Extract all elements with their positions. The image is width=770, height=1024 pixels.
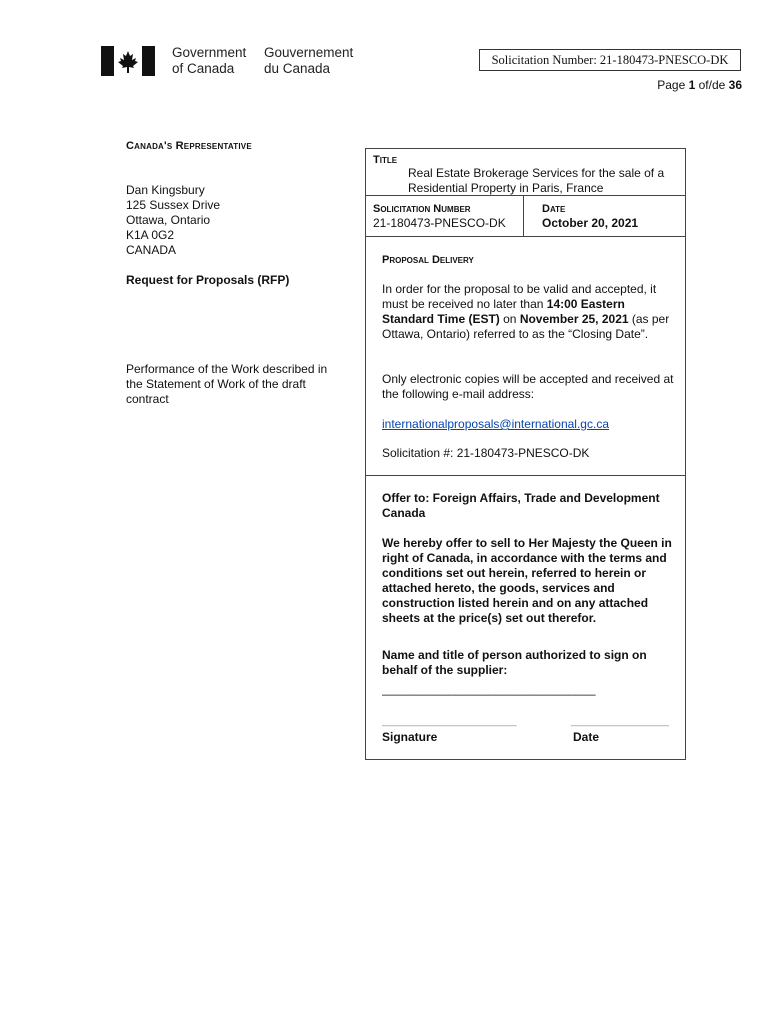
signature-line: ______________________ (382, 715, 517, 727)
solicitation-number-box: Solicitation Number: 21-180473-PNESCO-DK (479, 49, 741, 71)
canada-flag-icon (101, 46, 155, 76)
address-line: Dan Kingsbury (126, 183, 205, 197)
divider (366, 236, 685, 237)
divider (523, 195, 524, 236)
gouvernement-du-canada-wordmark (264, 45, 353, 77)
gov-en-line2: of Canada (172, 61, 235, 76)
electronic-copies-text: Only electronic copies will be accepted and received at the following e-mail address: (382, 372, 674, 401)
government-of-canada-wordmark (172, 45, 246, 77)
name-signature-line: ________________________________ (382, 682, 596, 696)
title-text: Real Estate Brokerage Services for the sale of a Residential Property in Paris, France (408, 166, 665, 195)
performance-text: Performance of the Work described in the Statement of Work of the draft contract (126, 362, 328, 406)
solicitation-reference: Solicitation #: 21-180473-PNESCO-DK (382, 446, 590, 460)
offer-to-text: Offer to: Foreign Affairs, Trade and Development Canada (382, 491, 660, 520)
address-line: Ottawa, Ontario (126, 213, 211, 227)
signature-date-label: Date (573, 730, 600, 744)
address-line: 125 Sussex Drive (126, 198, 221, 212)
solicitation-form (365, 148, 686, 760)
delivery-text: (as per Ottawa, Ontario) referred to as the “Closing Date”. (382, 312, 670, 341)
solicitation-number-value: 21-180473-PNESCO-DK (373, 216, 506, 230)
delivery-text: In order for the proposal to be valid and accepted, it must be received no later than (382, 282, 657, 311)
page-current: 1 (688, 78, 696, 92)
authorized-signatory-label: Name and title of person authorized to sign on behalf of the supplier: (382, 648, 647, 677)
title-label: Title (373, 154, 398, 166)
offer-statement: We hereby offer to sell to Her Majesty the Queen in right of Canada, in accordance with the terms and conditions set out herein, referred to herein or attached hereto, the goods, services and construction listed herein and on any attached sheets at the price(s) set out therefor. (382, 536, 672, 625)
address-line: K1A 0G2 (126, 228, 175, 242)
email-link[interactable]: internationalproposals@international.gc.ca (382, 417, 609, 431)
gov-en-line1: Government (172, 45, 247, 60)
divider (366, 475, 685, 476)
canadas-representative-heading: Canada's Representative (126, 140, 252, 152)
page-prefix: Page (657, 78, 689, 92)
delivery-text: on (499, 312, 520, 326)
date-label: Date (542, 203, 566, 215)
representative-address (126, 183, 220, 258)
delivery-date: November 25, 2021 (519, 312, 629, 326)
signature-label: Signature (382, 730, 438, 744)
delivery-time: 14:00 Eastern Standard Time (EST) (382, 297, 625, 326)
page-indicator (657, 78, 742, 92)
address-line: CANADA (126, 243, 177, 257)
solicitation-number-label: Solicitation Number (373, 203, 471, 215)
gov-fr-line2: du Canada (264, 61, 331, 76)
date-value: October 20, 2021 (542, 216, 639, 230)
page-separator: of/de (695, 78, 729, 92)
rfp-label: Request for Proposals (RFP) (126, 273, 290, 287)
page-total: 36 (728, 78, 742, 92)
delivery-deadline-text (382, 282, 674, 342)
gov-fr-line1: Gouvernement (264, 45, 354, 60)
proposal-delivery-heading: Proposal Delivery (382, 254, 474, 266)
date-signature-line: ________________ (571, 715, 669, 727)
